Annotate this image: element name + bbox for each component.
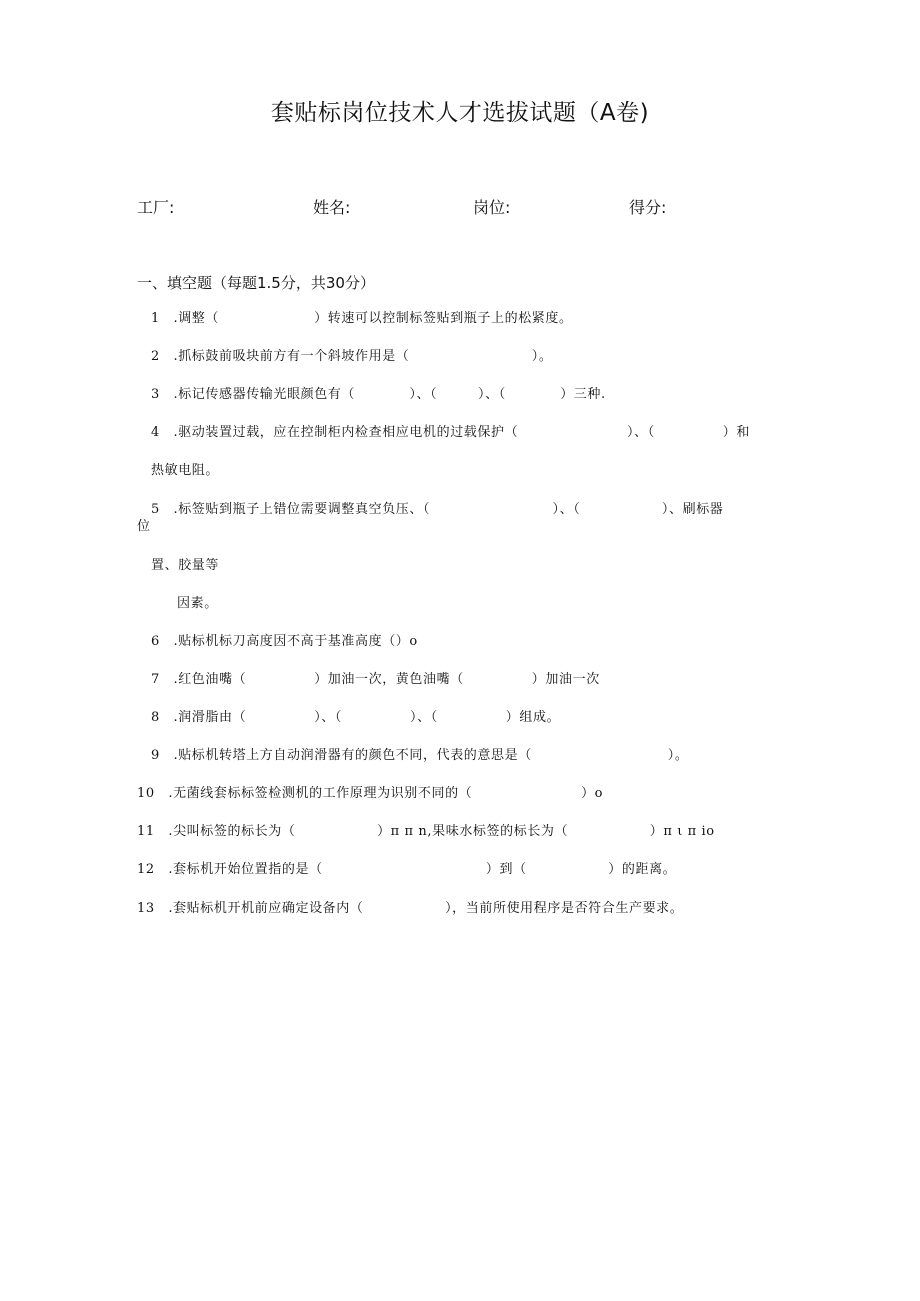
score-label: 得分: <box>629 198 667 217</box>
question-5-wrap: 位 <box>137 519 151 534</box>
section-heading: 一、填空题（每题1.5分，共30分） <box>137 274 375 292</box>
question-5-end: 因素。 <box>177 596 218 611</box>
name-label: 姓名: <box>313 198 351 217</box>
question-11: 11 .尖叫标签的标长为（ ）π π n,果味水标签的标长为（ ）π ι π io <box>137 824 715 839</box>
question-5: 5 .标签贴到瓶子上错位需要调整真空负压、（ ）、（ ）、刷标器 <box>151 502 724 517</box>
question-4-continued: 热敏电阻。 <box>151 463 220 478</box>
question-3: 3 .标记传感器传输光眼颜色有（ ）、（ ）、（ ）三种. <box>151 387 606 402</box>
question-8: 8 .润滑脂由（ ）、（ ）、（ ）组成。 <box>151 710 561 725</box>
position-label: 岗位: <box>473 198 511 217</box>
question-12: 12 .套标机开始位置指的是（ ）到（ ）的距离。 <box>137 862 677 877</box>
question-9: 9 .贴标机转塔上方自动润滑器有的颜色不同，代表的意思是（ ）。 <box>151 748 689 763</box>
question-13: 13 .套贴标机开机前应确定设备内（ ），当前所使用程序是否符合生产要求。 <box>137 901 684 916</box>
question-10: 10 .无菌线套标标签检测机的工作原理为识别不同的（ ）o <box>137 786 604 801</box>
question-1: 1 .调整（ ）转速可以控制标签贴到瓶子上的松紧度。 <box>151 311 573 326</box>
question-2: 2 .抓标鼓前吸块前方有一个斜坡作用是（ ）。 <box>151 349 553 364</box>
factory-label: 工厂: <box>137 198 175 217</box>
question-4: 4 .驱动装置过载，应在控制柜内检查相应电机的过载保护（ ）、（ ）和 <box>151 425 751 440</box>
page-title: 套贴标岗位技术人才选拔试题（A卷) <box>270 100 650 126</box>
question-5-continued: 置、胶量等 <box>151 558 220 573</box>
question-6: 6 .贴标机标刀高度因不高于基准高度（）o <box>151 634 418 649</box>
question-7: 7 .红色油嘴（ ）加油一次，黄色油嘴（ ）加油一次 <box>151 672 600 687</box>
